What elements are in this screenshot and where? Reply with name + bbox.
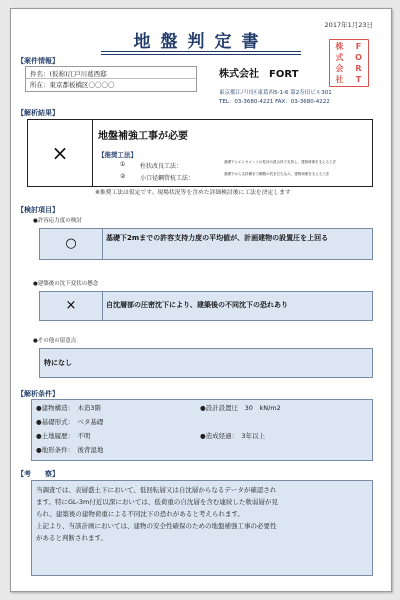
consideration-line-2: ます。特にGL-3m付近以深においては、低荷重の自沈層を含む連続した軟弱層が見	[36, 498, 278, 506]
case-name-row	[30, 69, 107, 78]
seal-char: R	[355, 64, 362, 73]
review-item-1-row	[39, 228, 373, 260]
review-other-text: 特になし	[44, 359, 72, 367]
analysis-headline: 地盤補強工事が必要	[98, 131, 188, 142]
company-seal	[329, 39, 369, 87]
company-name: 株式会社 FORT	[219, 69, 299, 80]
case-address-label: 所在：	[30, 81, 50, 89]
methods-label: 【推奨工法】	[98, 151, 137, 159]
document-title: 地盤判定書	[133, 32, 269, 52]
seal-char: 式	[335, 53, 344, 62]
analysis-result-mark: ×	[28, 120, 93, 186]
review-section-label: 【検討項目】	[17, 206, 59, 214]
case-address-row	[30, 80, 115, 89]
title-underline	[101, 51, 301, 55]
consideration-line-1: 当調査では、表層盛土下において、低回転層又は自沈層からなるデータが確認され	[36, 486, 277, 494]
method-1-desc: 基礎下にエとセメントの柱状の混合体で支持し、建物荷重を支える工法	[224, 160, 336, 164]
seal-char: T	[355, 75, 362, 84]
analysis-result-box	[27, 119, 373, 187]
case-section-label: 【案件情報】	[17, 57, 59, 65]
review-other-box	[39, 348, 373, 378]
analysis-note: ※推奨工法は仮定です。現場状況等を含めた詳細検討後に工法を決定します	[95, 190, 291, 196]
conditions-box	[31, 399, 373, 461]
condition-left-1: ●建物構造： 木造3階	[36, 404, 102, 412]
consideration-line-4: 上記より、当該計画においては、建物の安全性確保のための地盤補強工事の必要性	[36, 522, 277, 530]
review-item-1-mark: ○	[40, 229, 103, 259]
case-address-value: 東京都板橋区〇〇〇〇	[49, 81, 115, 89]
method-2-desc: 基礎下から支持層まで鋼製の杭を打ち込み、建物荷重を支える工法	[224, 172, 330, 176]
seal-char: F	[355, 42, 362, 51]
condition-left-3: ●土地履歴： 不明	[36, 432, 91, 440]
seal-char: O	[355, 53, 362, 62]
case-name-value: (仮称)江戸川葛西邸	[49, 70, 107, 78]
case-name-label: 件名：	[30, 70, 50, 78]
company-seal-grid	[330, 40, 368, 85]
review-item-2-heading: ●建築後の沈下変状の懸念	[33, 281, 99, 287]
analysis-section-label: 【解析結果】	[17, 109, 59, 117]
method-2-num: ②	[120, 173, 126, 180]
seal-char: 会	[335, 64, 344, 73]
company-address: 東京都江戸川区東葛西5-1-6 第2寿田ビル301	[219, 90, 332, 96]
condition-left-2: ●基礎形式： ベタ基礎	[36, 418, 104, 426]
consideration-line-5: があると判断されます。	[36, 534, 107, 542]
company-tel-fax: TEL：03-3680-4221 FAX：03-3680-4222	[219, 99, 330, 105]
consideration-section-label: 【考 察】	[17, 470, 59, 478]
review-item-2-text: 自沈層部の圧密沈下により、建築後の不同沈下の恐れあり	[106, 301, 288, 309]
document-date: 2017年1月23日	[324, 21, 373, 29]
consideration-box	[31, 480, 373, 576]
review-item-1-heading: ●許容応力度の検討	[33, 218, 82, 224]
review-other-heading: ●その他の留意点	[33, 338, 77, 344]
case-divider	[26, 78, 196, 79]
seal-char: 株	[335, 42, 344, 51]
case-info-box	[25, 66, 197, 92]
review-item-1-text: 基礎下2mまでの許容支持力度の平均値が、計画建物の設置圧を上回る	[106, 234, 329, 242]
condition-right-3: ●造成経過： 3年以上	[200, 432, 266, 440]
method-1-num: ①	[120, 161, 126, 168]
review-item-2-row	[39, 291, 373, 321]
condition-left-4: ●地形条件： 後背湿地	[36, 446, 104, 454]
method-2-name: 小口径鋼管杭工法：	[140, 175, 195, 182]
review-item-2-mark: ×	[40, 292, 103, 320]
condition-right-1: ●設計設置圧 30 kN/m2	[200, 404, 281, 412]
conditions-section-label: 【解析条件】	[17, 390, 59, 398]
consideration-line-3: られ、建築後の建物荷重による不同沈下の恐れがあると考えられます。	[36, 510, 244, 518]
seal-char: 社	[335, 75, 344, 84]
method-1-name: 柱状改良工法：	[140, 163, 183, 170]
document-page	[10, 8, 392, 592]
